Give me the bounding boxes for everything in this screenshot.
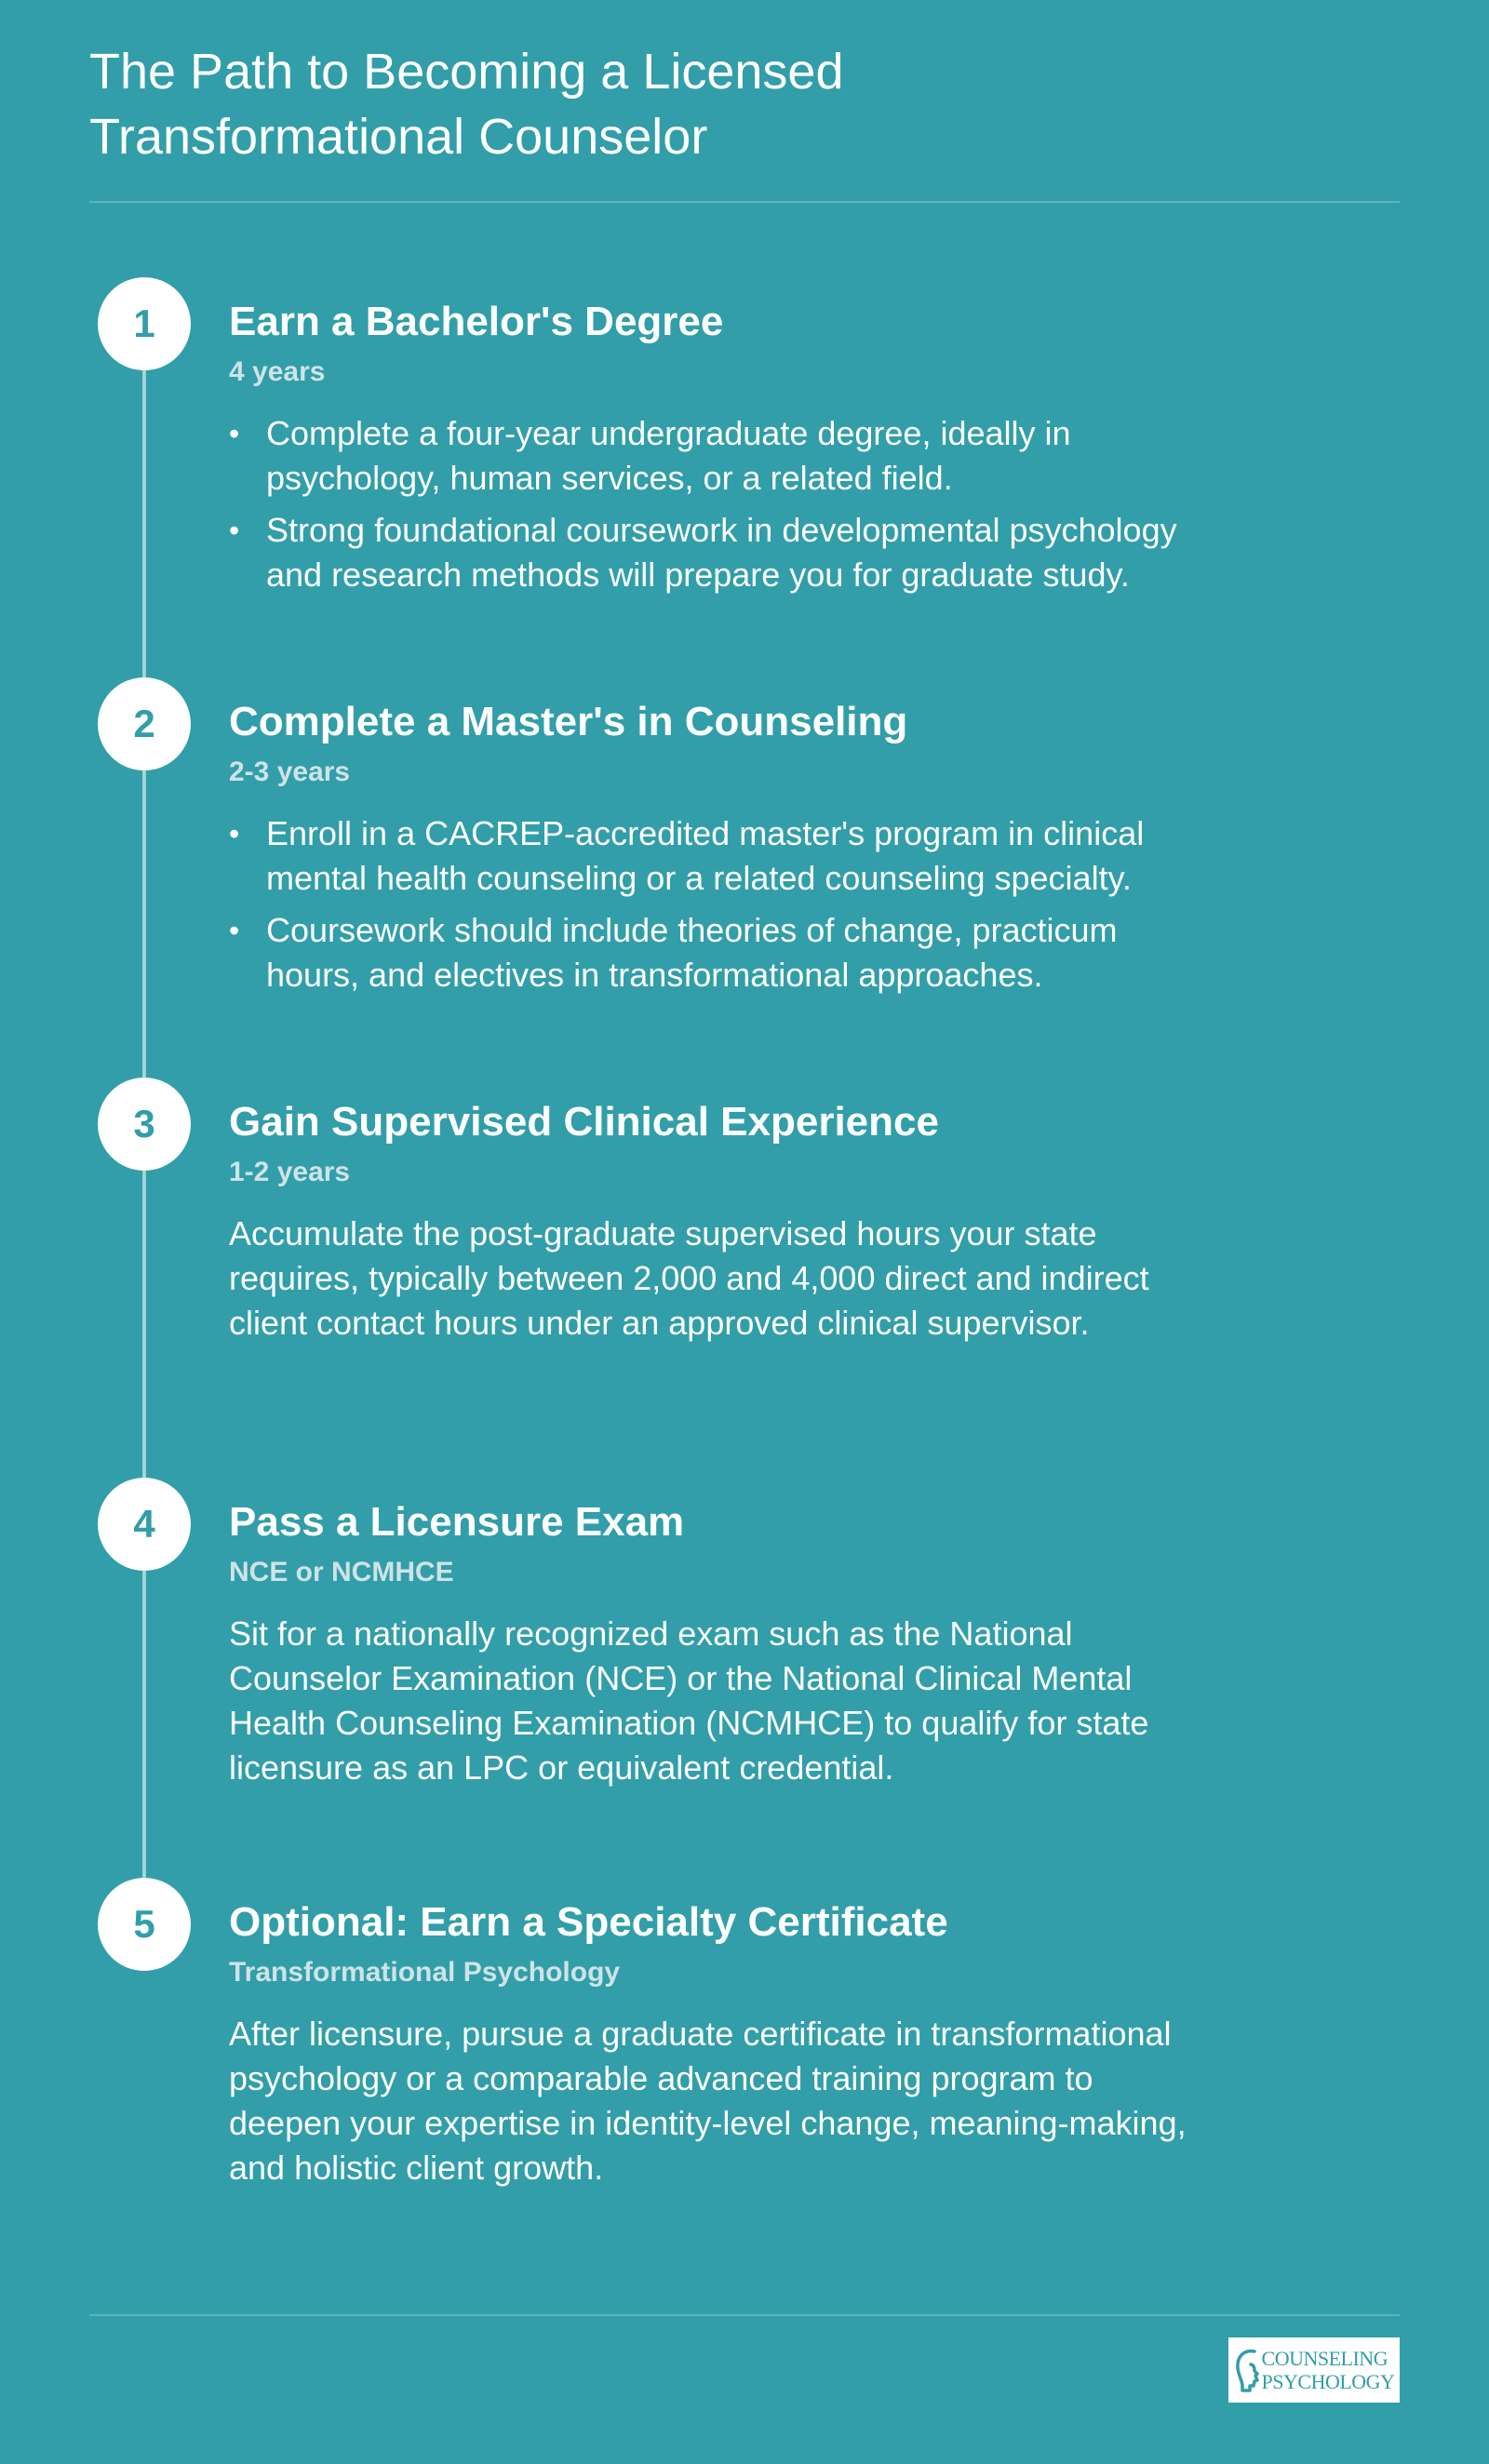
footer-divider [89,2314,1400,2316]
step-title: Gain Supervised Clinical Experience [229,1099,939,1145]
bullet-icon: • [229,817,240,850]
step-duration: 2-3 years [229,757,351,787]
step-content [229,1096,1197,1346]
list-item [229,811,1197,901]
step-content [229,1496,1197,1790]
header-divider [89,201,1400,203]
step-duration: NCE or NCMHCE [229,1557,454,1587]
list-item-text: Coursework should include theories of change, practicum hours, and electives in transformational approaches. [266,911,1118,994]
bullet-icon: • [229,417,240,450]
counseling-psychology-logo [1228,2337,1400,2403]
list-item-text: Enroll in a CACREP-accredited master's program in clinical mental health counseling or a related counseling specialty. [266,814,1145,897]
step-title: Complete a Master's in Counseling [229,699,908,744]
step-duration: Transformational Psychology [229,1957,621,1988]
step-description: After licensure, pursue a graduate certificate in transformational psychology or a comparable advanced training program to deepen your expertise in identity-level change, meaning-making, and holistic client growth. [229,2015,1187,2187]
step-title: Earn a Bachelor's Degree [229,299,724,344]
step-content [229,1896,1197,2190]
step-number-badge: 5 [98,1878,191,1971]
step-description: Sit for a nationally recognized exam such as the National Counselor Examination (NCE) or the National Clinical Mental Health Counseling Examination (NCMHCE) to qualify for state licensure as an LPC or equivalent credential. [229,1614,1149,1787]
bullet-icon: • [229,914,240,947]
logo-wordmark [1262,2347,1395,2393]
bullet-icon: • [229,514,240,547]
step-number-badge: 4 [98,1478,191,1571]
head-profile-icon [1234,2346,1260,2394]
page-title-line-1: The Path to Becoming a Licensed [89,44,844,100]
step-title: Pass a Licensure Exam [229,1499,685,1545]
list-item-text: Strong foundational coursework in developmental psychology and research methods will prepare you for graduate study. [266,511,1177,594]
step-bullet-list [229,811,1197,998]
step-content [229,696,1197,1005]
step-content [229,296,1197,605]
logo-line-1: COUNSELING [1261,2347,1388,2370]
list-item [229,411,1197,501]
step-description: Accumulate the post-graduate supervised hours your state requires, typically between 2,000 and 4,000 direct and indirect client contact hours under an approved clinical supervisor. [229,1214,1149,1342]
list-item [229,508,1197,597]
step-number-badge: 1 [98,277,191,370]
step-title: Optional: Earn a Specialty Certificate [229,1899,948,1945]
list-item-text: Complete a four-year undergraduate degree, ideally in psychology, human services, or a related field. [266,414,1071,497]
step-duration: 4 years [229,356,326,387]
step-bullet-list [229,411,1197,597]
step-number-badge: 2 [98,677,191,770]
list-item [229,908,1197,998]
page-title-line-2: Transformational Counselor [89,109,708,165]
logo-line-2: PSYCHOLOGY [1261,2370,1395,2393]
step-number-badge: 3 [98,1078,191,1171]
page-title [89,39,1113,169]
step-duration: 1-2 years [229,1157,351,1187]
